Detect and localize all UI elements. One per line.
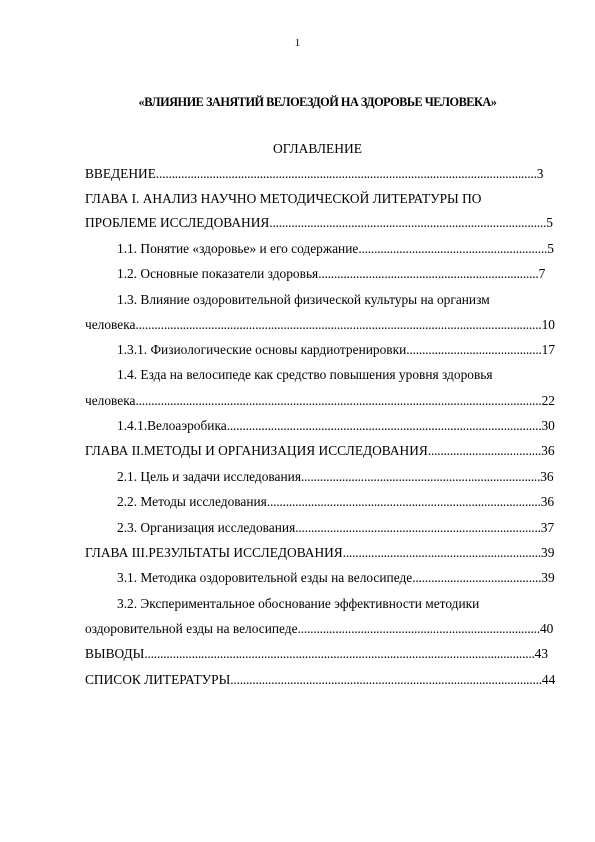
toc-entry-text: 2.1. Цель и задачи исследования [117,469,301,484]
toc-page-number: 43 [534,646,549,661]
toc-entry-text: 1.4.1.Велоаэробика [117,418,227,433]
toc-entry-1-1[interactable] [117,240,555,258]
toc-entry-text: ПРОБЛЕМЕ ИССЛЕДОВАНИЯ [85,215,270,230]
toc-page-number: 36 [540,469,554,484]
toc-page-number: 7 [538,266,546,281]
dot-leader: ............................................................................ [301,469,541,484]
toc-entry-2-1[interactable] [117,468,555,486]
toc-entry-text: 1.2. Основные показатели здоровья [117,266,319,281]
toc-entry-text: человека [85,317,136,332]
toc-page-number: 36 [540,494,555,509]
toc-entry-references[interactable] [85,671,555,689]
toc-entry-3-2[interactable]: 3.2. Экспериментальное обоснование эффективности методики [117,596,480,611]
dot-leader: ........................................... [406,342,542,357]
dot-leader: ....................................................................................... [266,494,541,509]
toc-page-number: 39 [541,545,555,560]
toc-entry-1-4-1[interactable] [117,417,555,435]
toc-entry-chapter-1-cont[interactable] [85,214,555,232]
toc-page-number: 36 [541,443,555,458]
dot-leader: ...................................................................... [318,266,539,281]
dot-leader: ........................................................................................ [269,215,547,230]
dot-leader: ................................................................................................................................. [135,317,542,332]
toc-page-number: 22 [541,393,555,408]
toc-entry-text: ВЫВОДЫ [85,646,145,661]
toc-entry-text: оздоровительной езды на велосипеде [85,621,298,636]
toc-page-number: 17 [541,342,555,357]
toc-entry-text: 1.1. Понятие «здоровье» и его содержание [117,241,359,256]
toc-entry-text: 2.2. Методы исследования [117,494,267,509]
toc-page-number: 3 [536,166,544,181]
toc-entry-1-2[interactable] [117,265,547,283]
dot-leader: .................................... [427,443,542,458]
dot-leader: ............................................................................. [297,621,540,636]
dot-leader: ............................................................ [358,241,548,256]
dot-leader: ................................................................................................................................. [135,393,542,408]
toc-entry-chapter-3[interactable] [85,544,555,562]
dot-leader: ............................................................... [342,545,542,560]
toc-page-number: 37 [540,520,555,535]
toc-entry-1-4[interactable]: 1.4. Езда на велосипеде как средство повышения уровня здоровья [117,367,493,382]
toc-entry-conclusions[interactable] [85,645,550,663]
toc-entry-1-3[interactable]: 1.3. Влияние оздоровительной физической культуры на организм [117,292,490,307]
toc-entry-1-3-1[interactable] [117,341,555,359]
toc-page-number: 5 [547,241,554,256]
toc-entry-text: 1.3.1. Физиологические основы кардиотренировки [117,342,407,357]
toc-entry-text: СПИСОК ЛИТЕРАТУРЫ [85,672,231,687]
toc-entry-text: ГЛАВА II.МЕТОДЫ И ОРГАНИЗАЦИЯ ИССЛЕДОВАНИЯ [85,443,428,458]
dot-leader: ................................................................................................... [230,672,542,687]
toc-entry-2-2[interactable] [117,493,555,511]
toc-entry-chapter-2[interactable] [85,442,555,460]
dot-leader: .............................................................................. [295,520,541,535]
dot-leader: ............................................................................................................................ [144,646,535,661]
document-title: «ВЛИЯНИЕ ЗАНЯТИЙ ВЕЛОЕЗДОЙ НА ЗДОРОВЬЕ ЧЕЛОВЕКА» [138,95,497,109]
toc-entry-text: 2.3. Организация исследования [117,520,296,535]
toc-entry-1-4-cont[interactable] [85,392,555,410]
toc-entry-text: ВВЕДЕНИЕ [85,166,156,181]
toc-page-number: 39 [541,570,555,585]
toc-page-number: 10 [541,317,555,332]
toc-entry-text: ГЛАВА III.РЕЗУЛЬТАТЫ ИССЛЕДОВАНИЯ [85,545,343,560]
toc-page-number: 5 [546,215,553,230]
toc-entry-text: человека [85,393,136,408]
toc-entry-3-1[interactable] [117,569,555,587]
dot-leader: .................................................................................................... [226,418,542,433]
toc-entry-1-3-cont[interactable] [85,316,555,334]
toc-page-number: 40 [539,621,554,636]
toc-entry-2-3[interactable] [117,519,555,537]
toc-entry-intro[interactable] [85,165,545,183]
toc-entry-text: 3.1. Методика оздоровительной езды на велосипеде [117,570,413,585]
page-number: 1 [294,37,301,49]
dot-leader: ......................................... [412,570,542,585]
toc-entry-3-2-cont[interactable] [85,620,555,638]
toc-entry-chapter-1[interactable]: ГЛАВА I. АНАЛИЗ НАУЧНО МЕТОДИЧЕСКОЙ ЛИТЕРАТУРЫ ПО [85,191,482,206]
toc-page-number: 30 [541,418,555,433]
toc-heading: ОГЛАВЛЕНИЕ [272,141,363,156]
dot-leader: ......................................................................................................................... [155,166,537,181]
toc-page-number: 44 [541,672,555,687]
